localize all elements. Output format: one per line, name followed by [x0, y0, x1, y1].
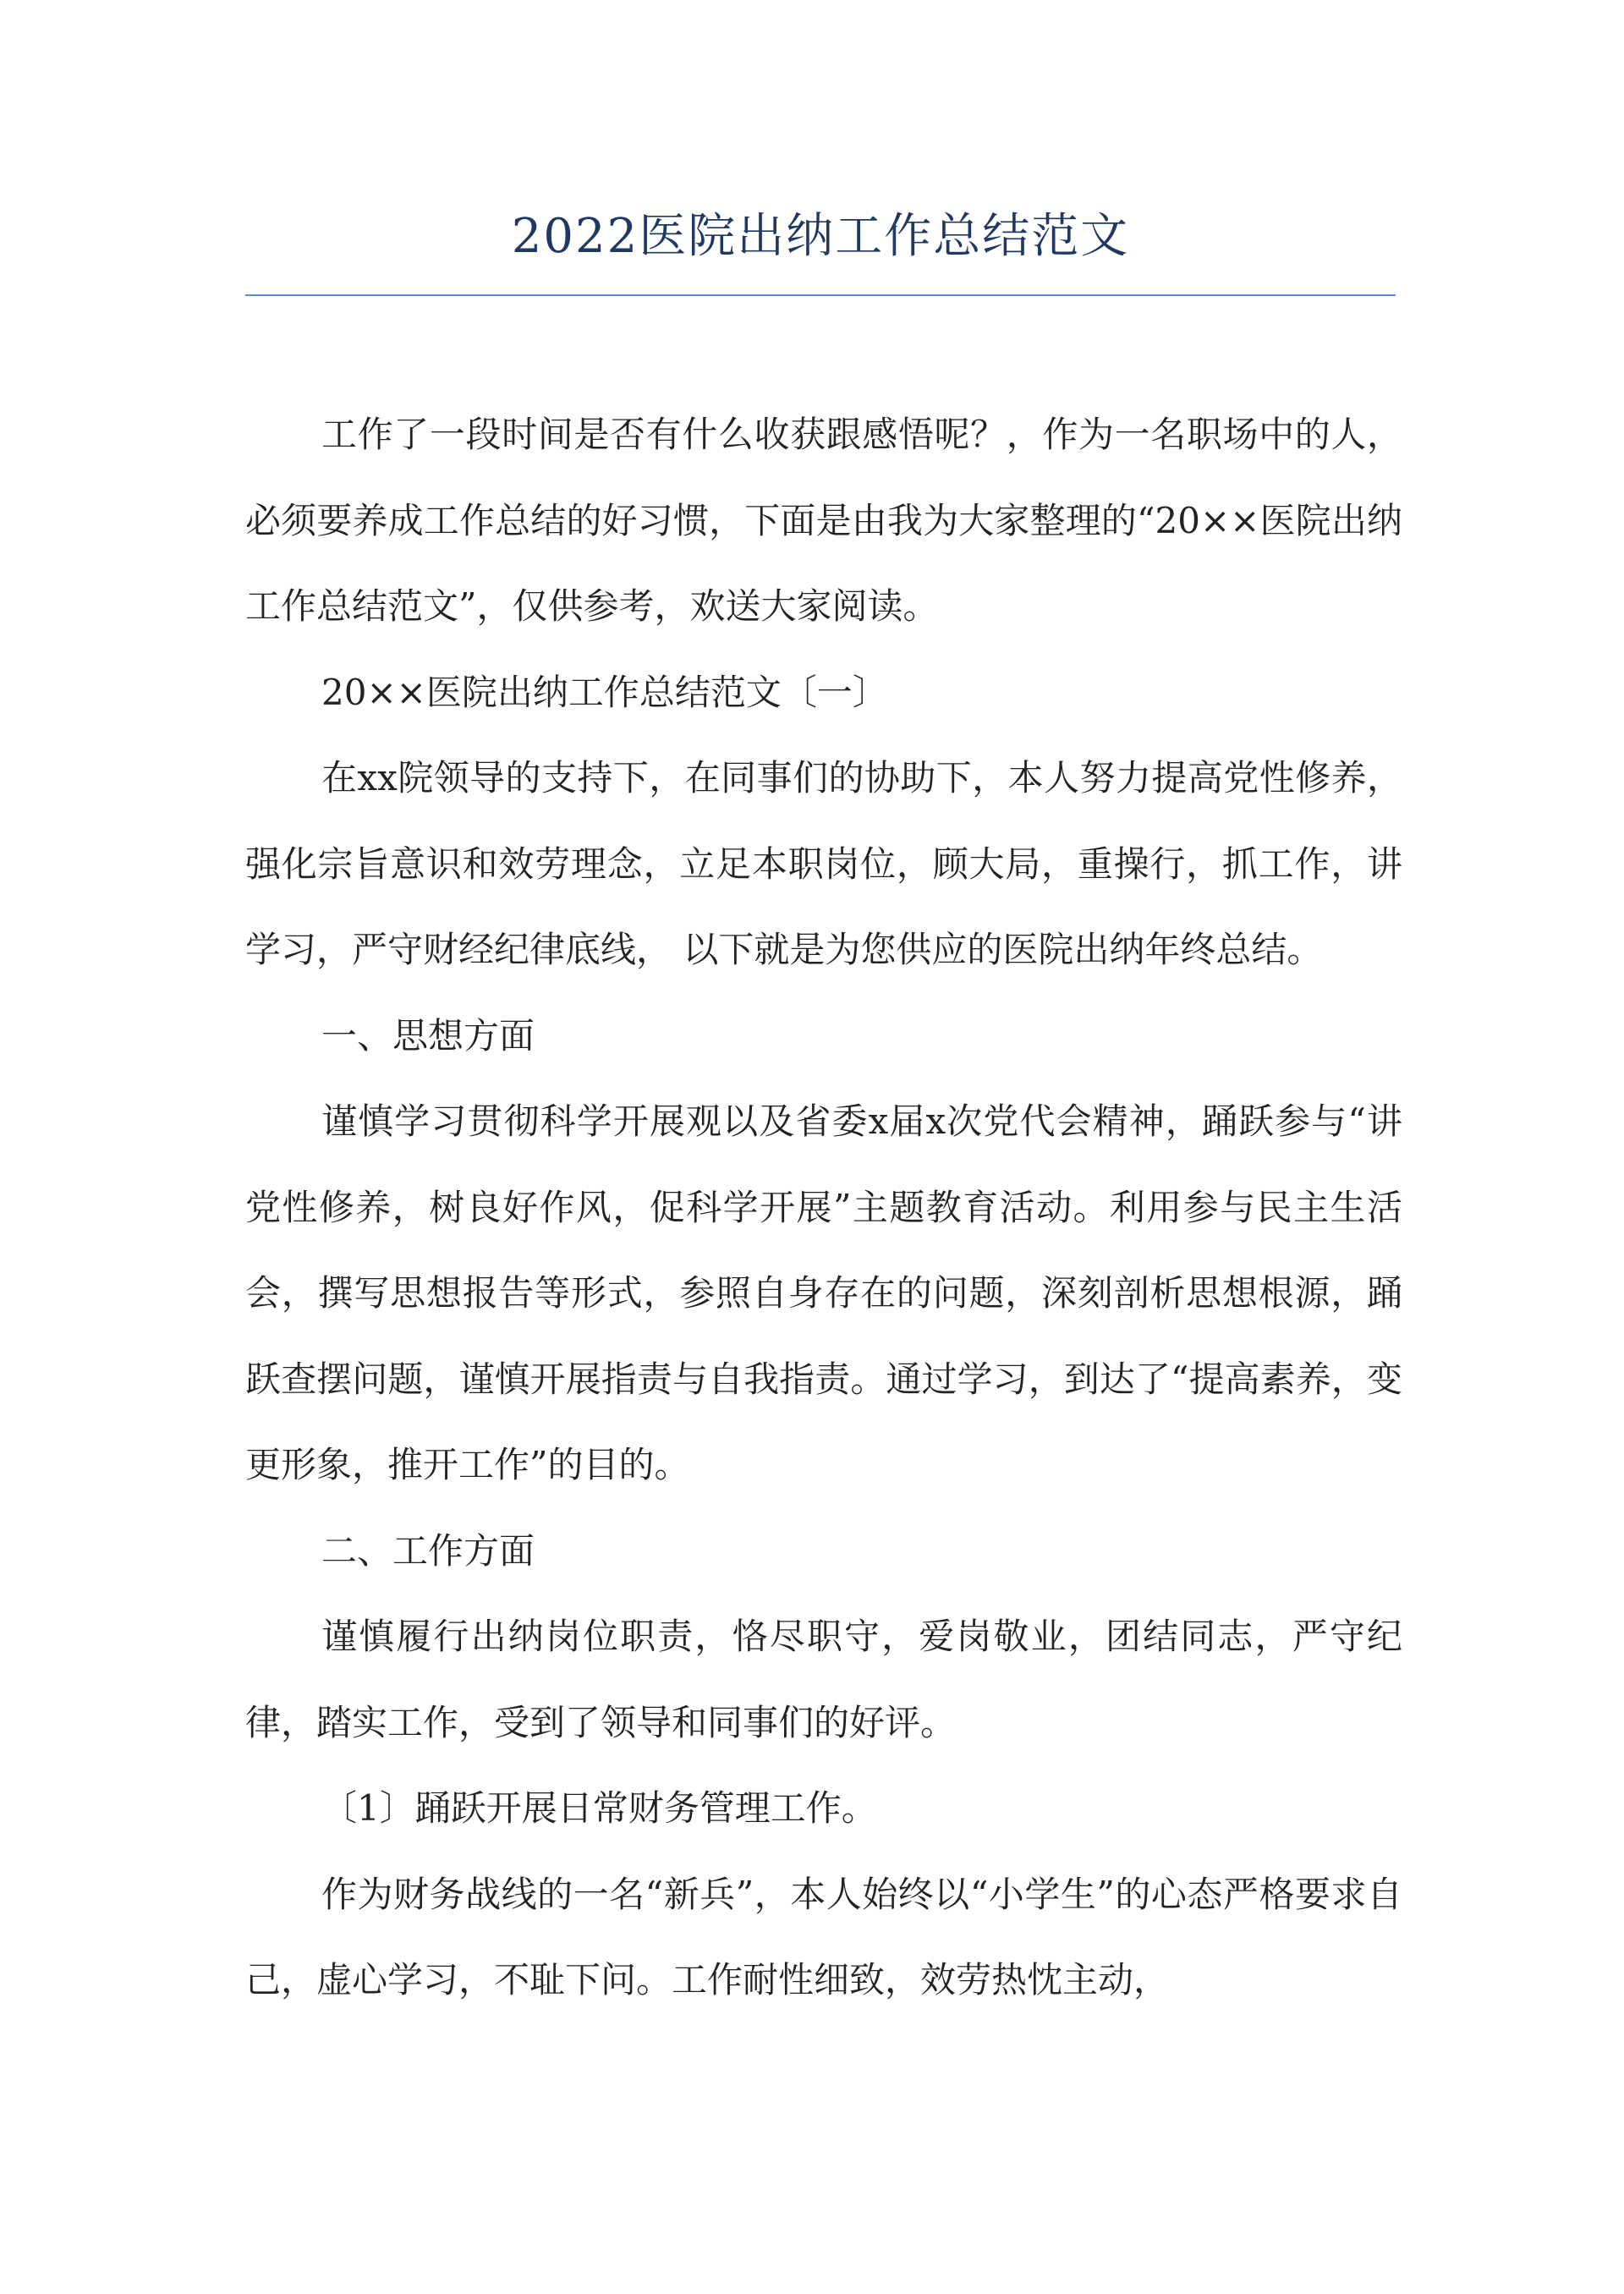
document-body [245, 392, 1402, 2023]
section-heading: 一、思想方面 [321, 1014, 535, 1056]
document-title: 2022医院出纳工作总结范文 [511, 209, 1130, 264]
body-paragraph: 作为财务战线的一名“新兵”，本人始终以“小学生”的心态严格要求自己，虚心学习，不耻下问。工作耐性细致，效劳热忱主动， [245, 1873, 1402, 2000]
section-subtitle: 20××医院出纳工作总结范文〔一〕 [321, 671, 888, 713]
section-heading: 〔1〕踊跃开展日常财务管理工作。 [321, 1787, 877, 1829]
section-heading: 二、工作方面 [321, 1529, 535, 1572]
body-paragraph: 谨慎履行出纳岗位职责，恪尽职守，爱岗敬业，团结同志，严守纪律，踏实工作，受到了领导和同事们的好评。 [245, 1616, 1402, 1743]
title-underline [245, 294, 1396, 296]
body-paragraph: 在xx院领导的支持下，在同事们的协助下，本人努力提高党性修养，强化宗旨意识和效劳理念，立足本职岗位，顾大局，重操行，抓工作，讲学习，严守财经纪律底线， 以下就是为您供应的医院出纳年终总结。 [245, 757, 1402, 970]
intro-paragraph: 工作了一段时间是否有什么收获跟感悟呢？，作为一名职场中的人，必须要养成工作总结的好习惯，下面是由我为大家整理的“20××医院出纳工作总结范文”，仅供参考，欢送大家阅读。 [245, 414, 1402, 627]
body-paragraph: 谨慎学习贯彻科学开展观以及省委x届x次党代会精神，踊跃参与“讲党性修养，树良好作风，促科学开展”主题教育活动。利用参与民主生活会，撰写思想报告等形式，参照自身存在的问题，深刻剖析思想根源，踊跃查摆问题，谨慎开展指责与自我指责。通过学习，到达了“提高素养，变更形象，推开工作”的目的。 [245, 1100, 1402, 1485]
